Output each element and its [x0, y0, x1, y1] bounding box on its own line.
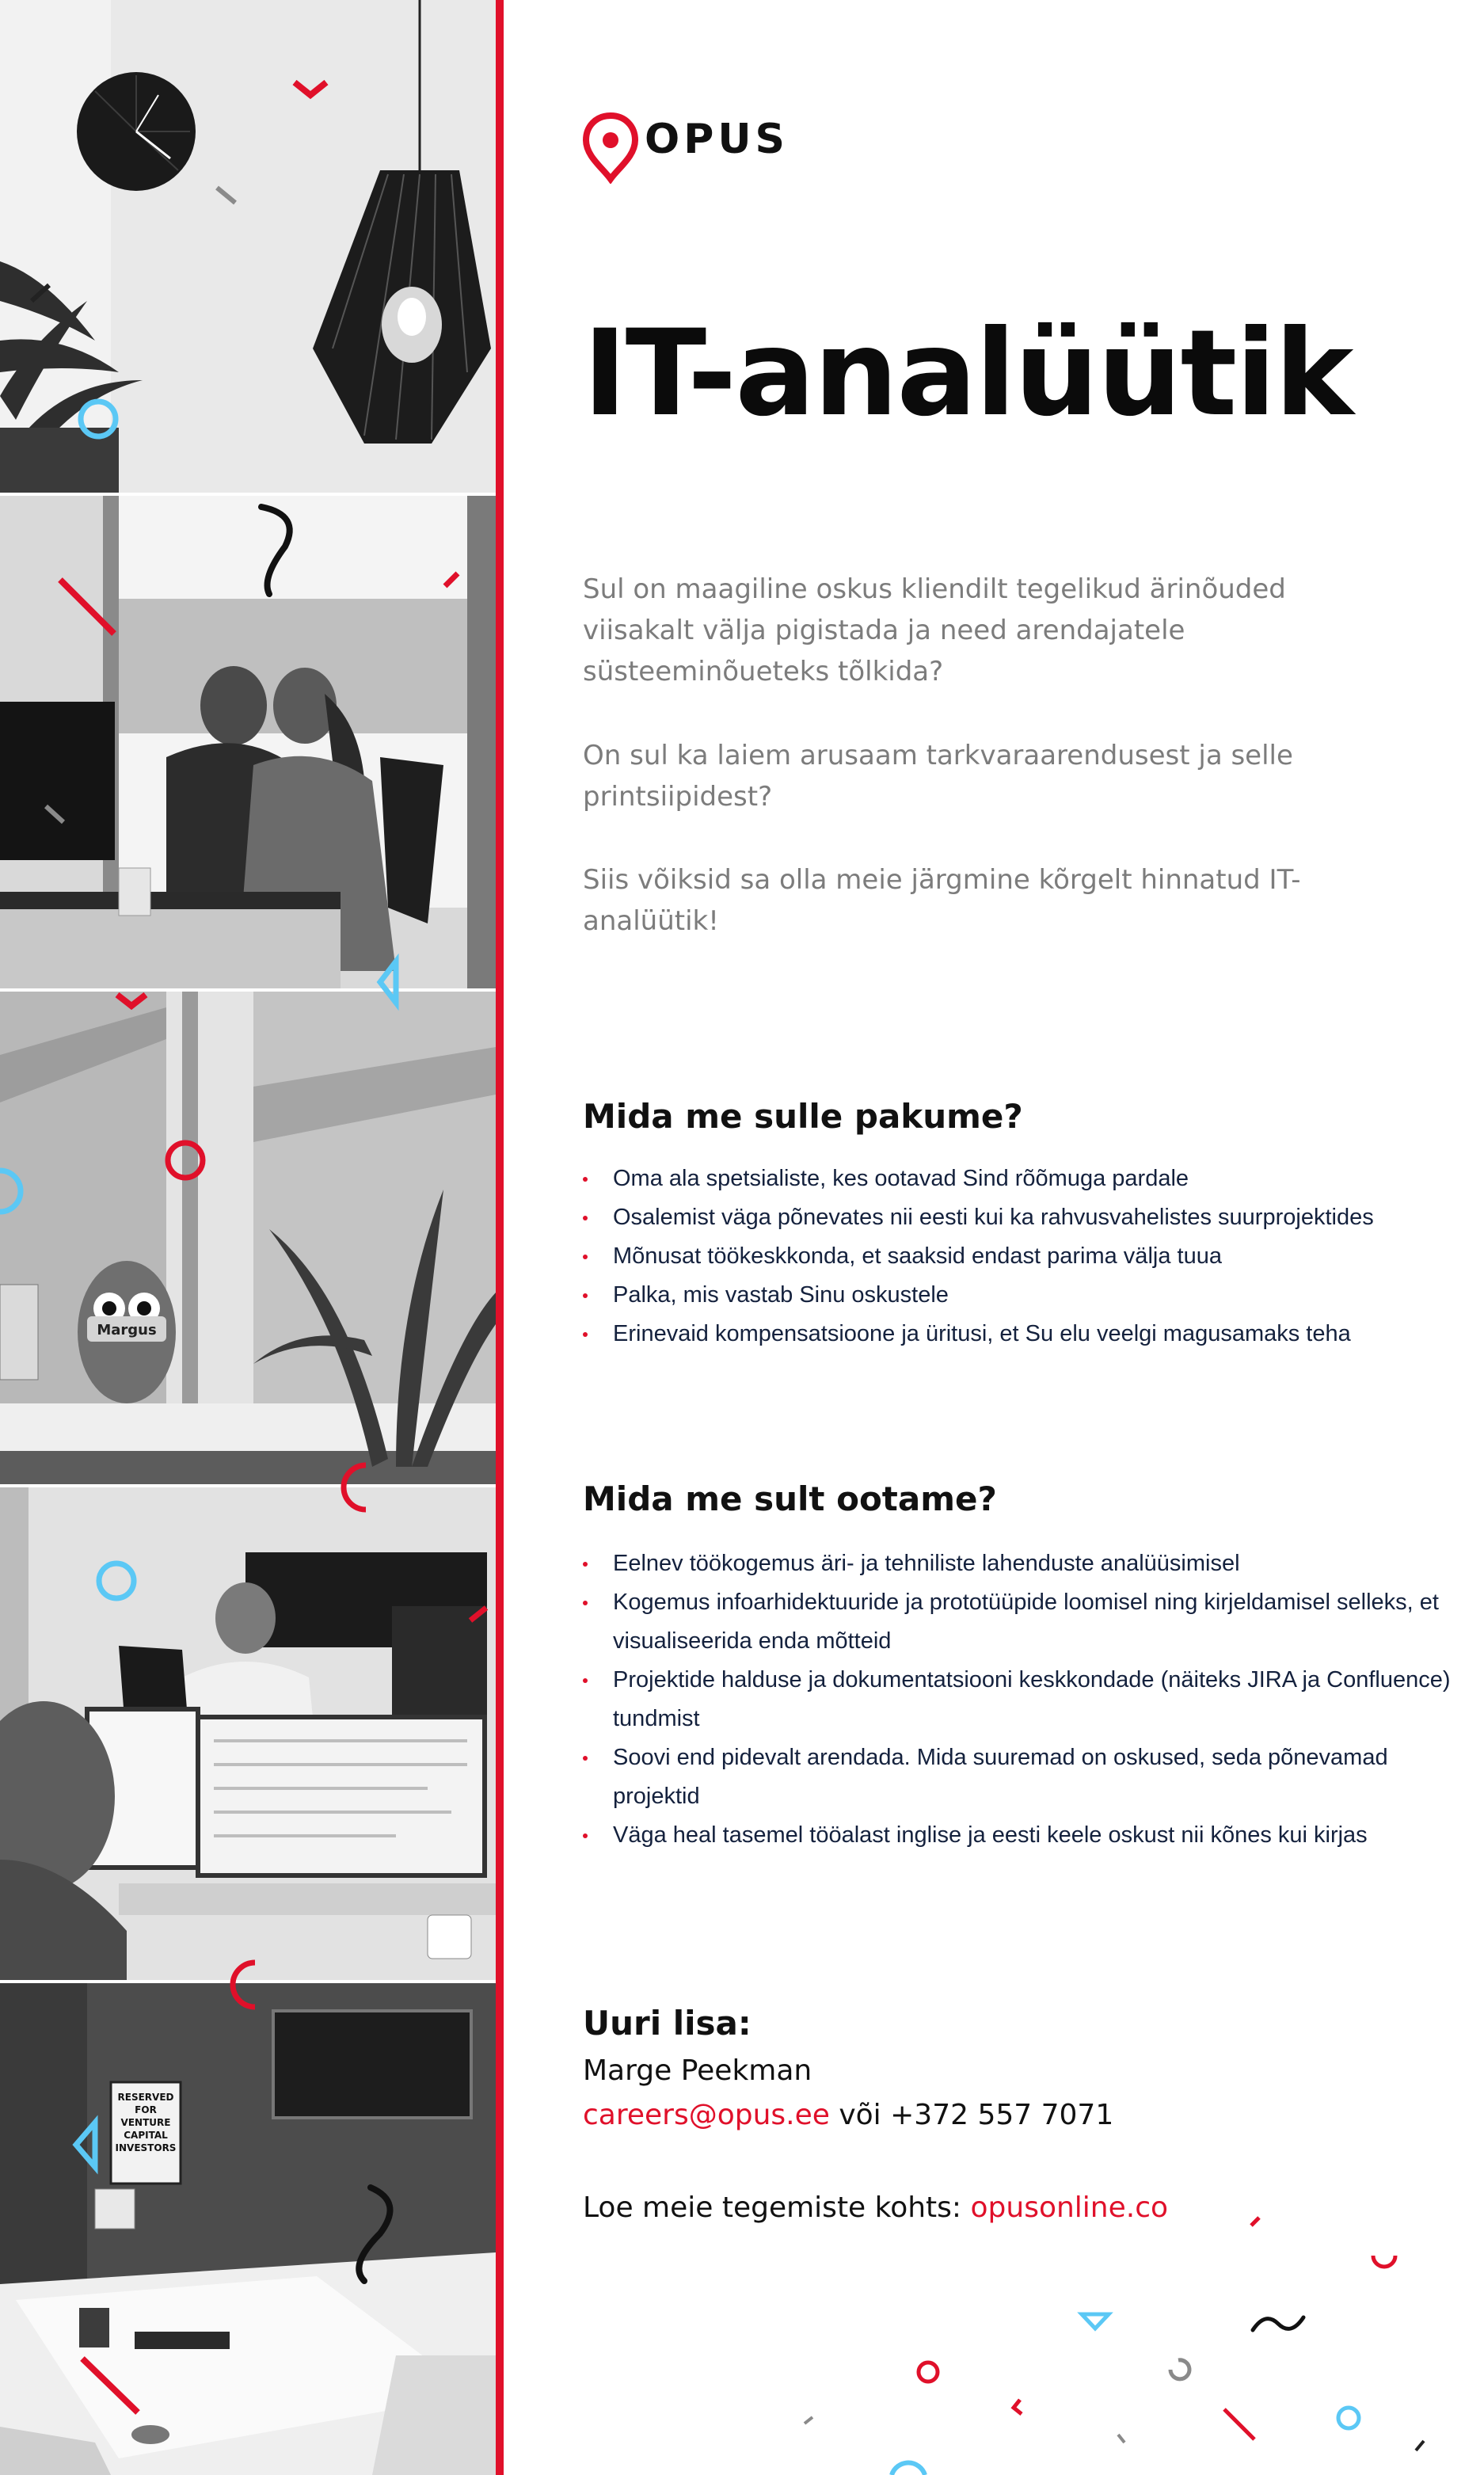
opus-logo	[583, 112, 844, 184]
website-label: Loe meie tegemiste kohts:	[583, 2191, 971, 2224]
contact-or: või	[829, 2099, 891, 2131]
sign-line-2: FOR	[135, 2104, 157, 2115]
list-item: Väga heal tasemel tööalast inglise ja eesti keele oskust nii kõnes kui kirjas	[583, 1816, 1462, 1855]
requirements-list	[583, 1544, 1462, 1855]
photo-team-at-desk	[0, 496, 496, 988]
list-item: Soovi end pidevalt arendada. Mida suuremad on oskused, seda põnevamad projektid	[583, 1738, 1462, 1816]
intro-paragraph-2: On sul ka laiem arusaam tarkvaraarendusest ja selle printsiipidest?	[583, 740, 1293, 813]
job-ad-content	[504, 0, 1484, 2475]
sign-line-4: CAPITAL	[124, 2130, 168, 2141]
sign-line-3: VENTURE	[120, 2117, 171, 2128]
location-pin-icon	[583, 112, 638, 184]
photo-column	[0, 0, 496, 2475]
requirements-heading: Mida me sult ootame?	[583, 1479, 997, 1518]
sign-line-5: INVESTORS	[115, 2142, 177, 2153]
intro-paragraph-1: Sul on maagiline oskus kliendilt tegelikud ärinõuded viisakalt välja pigistada ja need arendajatele süsteeminõueteks tõlkida?	[583, 573, 1286, 687]
owl-label: Margus	[97, 1322, 157, 1338]
list-item: Mõnusat töökeskkonda, et saaksid endast parima välja tuua	[583, 1237, 1462, 1276]
photo-pendant-lamp	[0, 0, 496, 493]
sign-line-1: RESERVED	[117, 2092, 174, 2103]
list-item: Kogemus infoarhidektuuride ja prototüüpide loomisel ning kirjeldamisel selleks, et visualiseerida enda mõtteid	[583, 1583, 1462, 1661]
photo-window-owl	[0, 992, 496, 1484]
contact-line	[583, 2099, 1113, 2131]
website-line	[583, 2191, 1168, 2224]
contact-name: Marge Peekman	[583, 2054, 812, 2087]
offer-list	[583, 1159, 1462, 1354]
list-item: Erinevaid kompensatsioone ja üritusi, et Su elu veelgi magusamaks teha	[583, 1315, 1462, 1354]
list-item: Eelnev töökogemus äri- ja tehniliste lahenduste analüüsimisel	[583, 1544, 1462, 1583]
photo-meeting-room	[0, 1983, 496, 2475]
contact-phone: +372 557 7071	[890, 2099, 1114, 2131]
list-item: Oma ala spetsialiste, kes ootavad Sind rõõmuga pardale	[583, 1159, 1462, 1198]
logo-wordmark: OPUS	[645, 116, 789, 163]
page-title: IT-analüütik	[583, 305, 1353, 443]
list-item: Osalemist väga põnevates nii eesti kui ka rahvusvahelistes suurprojektides	[583, 1198, 1462, 1237]
website-link[interactable]: opusonline.co	[970, 2191, 1169, 2224]
list-item: Projektide halduse ja dokumentatsiooni keskkondade (näiteks JIRA ja Confluence) tundmist	[583, 1661, 1462, 1738]
email-link[interactable]: careers@opus.ee	[583, 2099, 830, 2131]
photo-developer-monitors	[0, 1487, 496, 1980]
offer-heading: Mida me sulle pakume?	[583, 1097, 1023, 1136]
red-divider-bar	[496, 0, 504, 2475]
list-item: Palka, mis vastab Sinu oskustele	[583, 1276, 1462, 1315]
intro-paragraph-3: Siis võiksid sa olla meie järgmine kõrgelt hinnatud IT-analüütik!	[583, 864, 1301, 937]
contact-heading: Uuri lisa:	[583, 2004, 752, 2043]
